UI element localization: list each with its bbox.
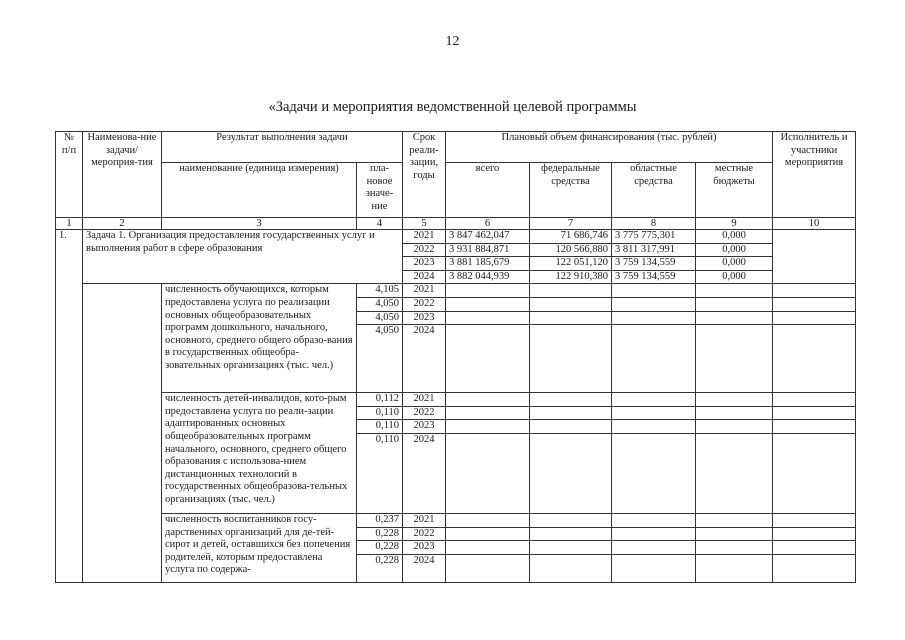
empty-cell bbox=[530, 393, 612, 407]
empty-cell bbox=[446, 325, 530, 393]
empty-cell bbox=[773, 420, 856, 434]
empty-cell bbox=[696, 433, 773, 513]
empty-cell bbox=[612, 527, 696, 541]
empty-cell bbox=[612, 420, 696, 434]
empty-cell bbox=[773, 433, 856, 513]
empty-cell bbox=[446, 284, 530, 298]
task-number: 1. bbox=[56, 230, 83, 583]
indicator-year: 2023 bbox=[403, 541, 446, 555]
empty-cell bbox=[696, 420, 773, 434]
empty-cell bbox=[530, 284, 612, 298]
indicator-value: 0,110 bbox=[357, 406, 403, 420]
task-name-continuation bbox=[83, 284, 162, 582]
indicator-year: 2024 bbox=[403, 325, 446, 393]
empty-cell bbox=[446, 297, 530, 311]
column-number: 9 bbox=[696, 218, 773, 230]
empty-cell bbox=[530, 554, 612, 582]
empty-cell bbox=[612, 393, 696, 407]
empty-cell bbox=[530, 420, 612, 434]
empty-cell bbox=[612, 433, 696, 513]
indicator-value: 0,228 bbox=[357, 541, 403, 555]
indicator-name: численность детей-инвалидов, кото-рым предоставлена услуга по реали-зации адаптированных основных общеобразовательных программ начального, основного, среднего общего образования с использова-нием дистанционных технологий в государственных общеобразова-тельных организациях (тыс. чел.) bbox=[162, 393, 357, 514]
indicator-year: 2022 bbox=[403, 527, 446, 541]
header-finance: Плановый объем финансирования (тыс. рублей) bbox=[446, 132, 773, 163]
indicator-value: 0,228 bbox=[357, 554, 403, 582]
header-result-name: наименование (единица измерения) bbox=[162, 163, 357, 218]
indicator-value: 0,112 bbox=[357, 393, 403, 407]
task-year: 2022 bbox=[403, 243, 446, 257]
empty-cell bbox=[612, 541, 696, 555]
column-number: 7 bbox=[530, 218, 612, 230]
indicator-year: 2021 bbox=[403, 284, 446, 298]
empty-cell bbox=[612, 406, 696, 420]
page-number: 12 bbox=[445, 34, 460, 49]
empty-cell bbox=[446, 311, 530, 325]
empty-cell bbox=[696, 297, 773, 311]
task-year: 2023 bbox=[403, 257, 446, 271]
header-term: Срок реали-зации, годы bbox=[403, 132, 446, 218]
empty-cell bbox=[530, 325, 612, 393]
finance-federal: 122 910,380 bbox=[530, 270, 612, 284]
finance-federal: 122 051,120 bbox=[530, 257, 612, 271]
indicator-name: численность воспитанников госу-дарственных организаций для де-тей-сирот и детей, оставшихся без попечения родителей, которым предоставлена услуга по содержа- bbox=[162, 513, 357, 582]
column-number: 5 bbox=[403, 218, 446, 230]
empty-cell bbox=[446, 513, 530, 527]
indicator-value: 4,050 bbox=[357, 297, 403, 311]
indicator-name: численность обучающихся, которым предоставлена услуга по реализации основных общеобразовательных программ дошкольного, начального, основного, среднего общего образо-вания в государственных общеобра-зовательных организациях (тыс. чел.) bbox=[162, 284, 357, 393]
column-number: 1 bbox=[56, 218, 83, 230]
task-row bbox=[56, 230, 856, 244]
finance-federal: 71 686,746 bbox=[530, 230, 612, 244]
indicator-value: 0,237 bbox=[357, 513, 403, 527]
header-num: № п/п bbox=[56, 132, 83, 218]
indicator-row bbox=[56, 513, 856, 527]
empty-cell bbox=[696, 513, 773, 527]
finance-total: 3 931 884,871 bbox=[446, 243, 530, 257]
empty-cell bbox=[696, 284, 773, 298]
empty-cell bbox=[612, 297, 696, 311]
task-year: 2021 bbox=[403, 230, 446, 244]
finance-regional: 3 759 134,559 bbox=[612, 270, 696, 284]
indicator-year: 2022 bbox=[403, 297, 446, 311]
empty-cell bbox=[446, 393, 530, 407]
empty-cell bbox=[773, 541, 856, 555]
indicator-year: 2023 bbox=[403, 311, 446, 325]
empty-cell bbox=[612, 325, 696, 393]
empty-cell bbox=[696, 406, 773, 420]
empty-cell bbox=[446, 527, 530, 541]
header-local: местные бюджеты bbox=[696, 163, 773, 218]
column-number-row bbox=[56, 218, 856, 230]
empty-cell bbox=[530, 527, 612, 541]
header-executor: Исполнитель и участники мероприятия bbox=[773, 132, 856, 218]
program-table bbox=[55, 131, 856, 583]
empty-cell bbox=[773, 554, 856, 582]
finance-total: 3 881 185,679 bbox=[446, 257, 530, 271]
task-executor bbox=[773, 230, 856, 284]
header-regional: областные средства bbox=[612, 163, 696, 218]
empty-cell bbox=[773, 393, 856, 407]
empty-cell bbox=[612, 284, 696, 298]
empty-cell bbox=[446, 541, 530, 555]
empty-cell bbox=[696, 527, 773, 541]
indicator-year: 2024 bbox=[403, 554, 446, 582]
finance-local: 0,000 bbox=[696, 270, 773, 284]
empty-cell bbox=[612, 513, 696, 527]
indicator-value: 4,050 bbox=[357, 311, 403, 325]
indicator-row bbox=[56, 393, 856, 407]
task-year: 2024 bbox=[403, 270, 446, 284]
empty-cell bbox=[773, 527, 856, 541]
empty-cell bbox=[696, 393, 773, 407]
empty-cell bbox=[696, 325, 773, 393]
indicator-year: 2022 bbox=[403, 406, 446, 420]
empty-cell bbox=[773, 325, 856, 393]
column-number: 8 bbox=[612, 218, 696, 230]
header-total: всего bbox=[446, 163, 530, 218]
empty-cell bbox=[773, 311, 856, 325]
empty-cell bbox=[446, 554, 530, 582]
column-number: 2 bbox=[83, 218, 162, 230]
empty-cell bbox=[696, 311, 773, 325]
column-number: 4 bbox=[357, 218, 403, 230]
empty-cell bbox=[773, 513, 856, 527]
empty-cell bbox=[612, 554, 696, 582]
empty-cell bbox=[773, 284, 856, 298]
indicator-value: 0,110 bbox=[357, 420, 403, 434]
finance-federal: 120 566,880 bbox=[530, 243, 612, 257]
header-result: Результат выполнения задачи bbox=[162, 132, 403, 163]
empty-cell bbox=[696, 541, 773, 555]
empty-cell bbox=[446, 433, 530, 513]
header-task-name: Наименова-ние задачи/ мероприя-тия bbox=[83, 132, 162, 218]
header-federal: федеральные средства bbox=[530, 163, 612, 218]
indicator-year: 2021 bbox=[403, 393, 446, 407]
empty-cell bbox=[612, 311, 696, 325]
finance-local: 0,000 bbox=[696, 257, 773, 271]
empty-cell bbox=[446, 406, 530, 420]
indicator-row bbox=[56, 284, 856, 298]
column-number: 3 bbox=[162, 218, 357, 230]
column-number: 10 bbox=[773, 218, 856, 230]
empty-cell bbox=[530, 541, 612, 555]
empty-cell bbox=[530, 311, 612, 325]
empty-cell bbox=[446, 420, 530, 434]
finance-local: 0,000 bbox=[696, 243, 773, 257]
empty-cell bbox=[773, 297, 856, 311]
indicator-year: 2021 bbox=[403, 513, 446, 527]
indicator-value: 0,110 bbox=[357, 433, 403, 513]
indicator-value: 4,105 bbox=[357, 284, 403, 298]
finance-total: 3 882 044,939 bbox=[446, 270, 530, 284]
empty-cell bbox=[530, 433, 612, 513]
header-result-plan: пла-новое значе-ние bbox=[357, 163, 403, 218]
empty-cell bbox=[530, 513, 612, 527]
finance-regional: 3 759 134,559 bbox=[612, 257, 696, 271]
finance-regional: 3 811 317,991 bbox=[612, 243, 696, 257]
indicator-value: 0,228 bbox=[357, 527, 403, 541]
empty-cell bbox=[530, 297, 612, 311]
document-title: «Задачи и мероприятия ведомственной целевой программы bbox=[268, 99, 637, 115]
empty-cell bbox=[530, 406, 612, 420]
empty-cell bbox=[773, 406, 856, 420]
finance-regional: 3 775 775,301 bbox=[612, 230, 696, 244]
finance-total: 3 847 462,047 bbox=[446, 230, 530, 244]
indicator-year: 2024 bbox=[403, 433, 446, 513]
task-name: Задача 1. Организация предоставления государственных услуг и выполнения работ в сфере образования bbox=[83, 230, 403, 284]
empty-cell bbox=[696, 554, 773, 582]
indicator-year: 2023 bbox=[403, 420, 446, 434]
finance-local: 0,000 bbox=[696, 230, 773, 244]
column-number: 6 bbox=[446, 218, 530, 230]
indicator-value: 4,050 bbox=[357, 325, 403, 393]
